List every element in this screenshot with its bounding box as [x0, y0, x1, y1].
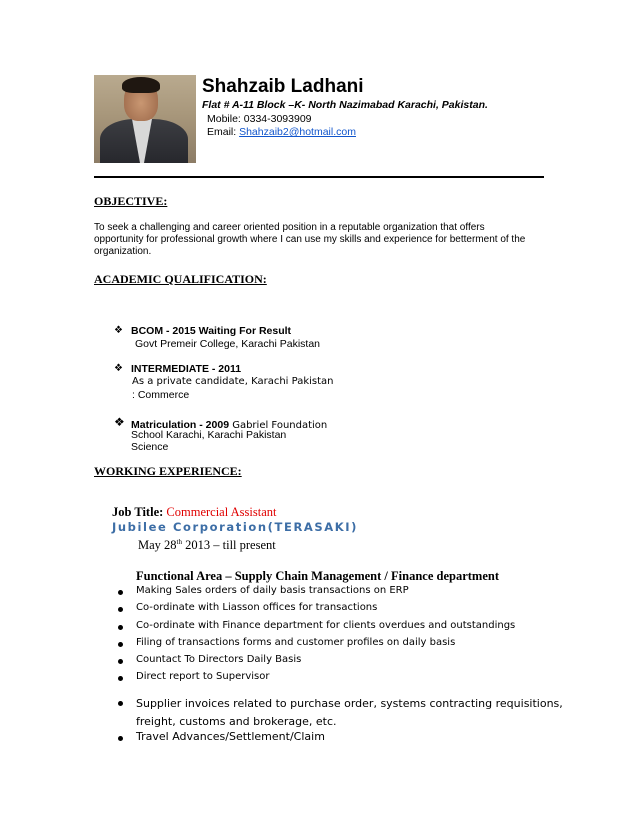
mobile-number: Mobile: 0334-3093909	[207, 113, 312, 125]
duty-item: Co-ordinate with Finance department for clients overdues and outstandings	[136, 620, 516, 631]
academic-heading: ACADEMIC QUALIFICATION:	[94, 272, 267, 286]
qualification-title: Matriculation - 2009	[131, 419, 230, 431]
duty-item: Countact To Directors Daily Basis	[136, 654, 302, 665]
email-line	[207, 126, 356, 138]
objective-line: To seek a challenging and career oriented position in a reputable organization that offers	[94, 222, 485, 233]
date-ordinal: th	[176, 538, 182, 546]
bullet-icon	[118, 701, 123, 706]
job-title-label: Job Title:	[112, 505, 167, 519]
diamond-bullet-icon: ❖	[114, 325, 123, 336]
bullet-icon	[118, 625, 123, 630]
qualification-detail: School Karachi, Karachi Pakistan	[131, 429, 287, 441]
address: Flat # A-11 Block –K- North Nazimabad Karachi, Pakistan.	[202, 99, 488, 111]
header-divider	[94, 176, 544, 178]
objective-line: opportunity for professional growth where I can use my skills and experience for betterment of the	[94, 234, 526, 245]
bullet-icon	[118, 642, 123, 647]
duty-line: freight, customs and brokerage, etc.	[136, 715, 337, 728]
diamond-bullet-icon: ❖	[114, 415, 125, 429]
bullet-icon	[118, 590, 123, 595]
email-link[interactable]: Shahzaib2@hotmail.com	[239, 126, 356, 138]
qualification-detail: Govt Premeir College, Karachi Pakistan	[135, 338, 320, 350]
duty-item-multiline	[136, 695, 563, 731]
date-end: 2013 – till present	[182, 538, 276, 553]
qualification-institution: Gabriel Foundation	[229, 420, 328, 431]
bullet-icon	[118, 659, 123, 664]
duty-item: Filing of transactions forms and customer profiles on daily basis	[136, 637, 456, 648]
qualification-detail: : Commerce	[132, 389, 190, 401]
bullet-icon	[118, 607, 123, 612]
diamond-bullet-icon: ❖	[114, 363, 123, 374]
functional-area: Functional Area – Supply Chain Management / Finance department	[136, 569, 499, 583]
qualification-title: INTERMEDIATE - 2011	[131, 363, 242, 375]
bullet-icon	[118, 676, 123, 681]
duty-item: Direct report to Supervisor	[136, 671, 270, 682]
objective-line: organization.	[94, 246, 152, 257]
duty-item: Travel Advances/Settlement/Claim	[136, 730, 325, 743]
experience-heading: WORKING EXPERIENCE:	[94, 464, 242, 478]
job-title: Commercial Assistant	[166, 505, 277, 519]
email-label: Email:	[207, 126, 240, 138]
qualification-detail: As a private candidate, Karachi Pakistan	[132, 376, 334, 387]
objective-heading: OBJECTIVE:	[94, 194, 168, 208]
bullet-icon	[118, 736, 123, 741]
employment-dates	[138, 538, 276, 553]
duty-item: Co-ordinate with Liasson offices for transactions	[136, 602, 378, 613]
objective-text	[94, 222, 525, 258]
date-start: May 28	[138, 538, 177, 553]
qualification-title: BCOM - 2015 Waiting For Result	[131, 325, 292, 337]
job-title-line	[112, 505, 276, 520]
company-name: Jubilee Corporation(TERASAKI)	[112, 520, 359, 534]
duty-item: Making Sales orders of daily basis transactions on ERP	[136, 585, 409, 596]
profile-photo	[94, 75, 196, 163]
qualification-detail: Science	[131, 441, 169, 453]
duty-line: Supplier invoices related to purchase order, systems contracting requisitions,	[136, 697, 563, 710]
candidate-name: Shahzaib Ladhani	[202, 76, 364, 97]
